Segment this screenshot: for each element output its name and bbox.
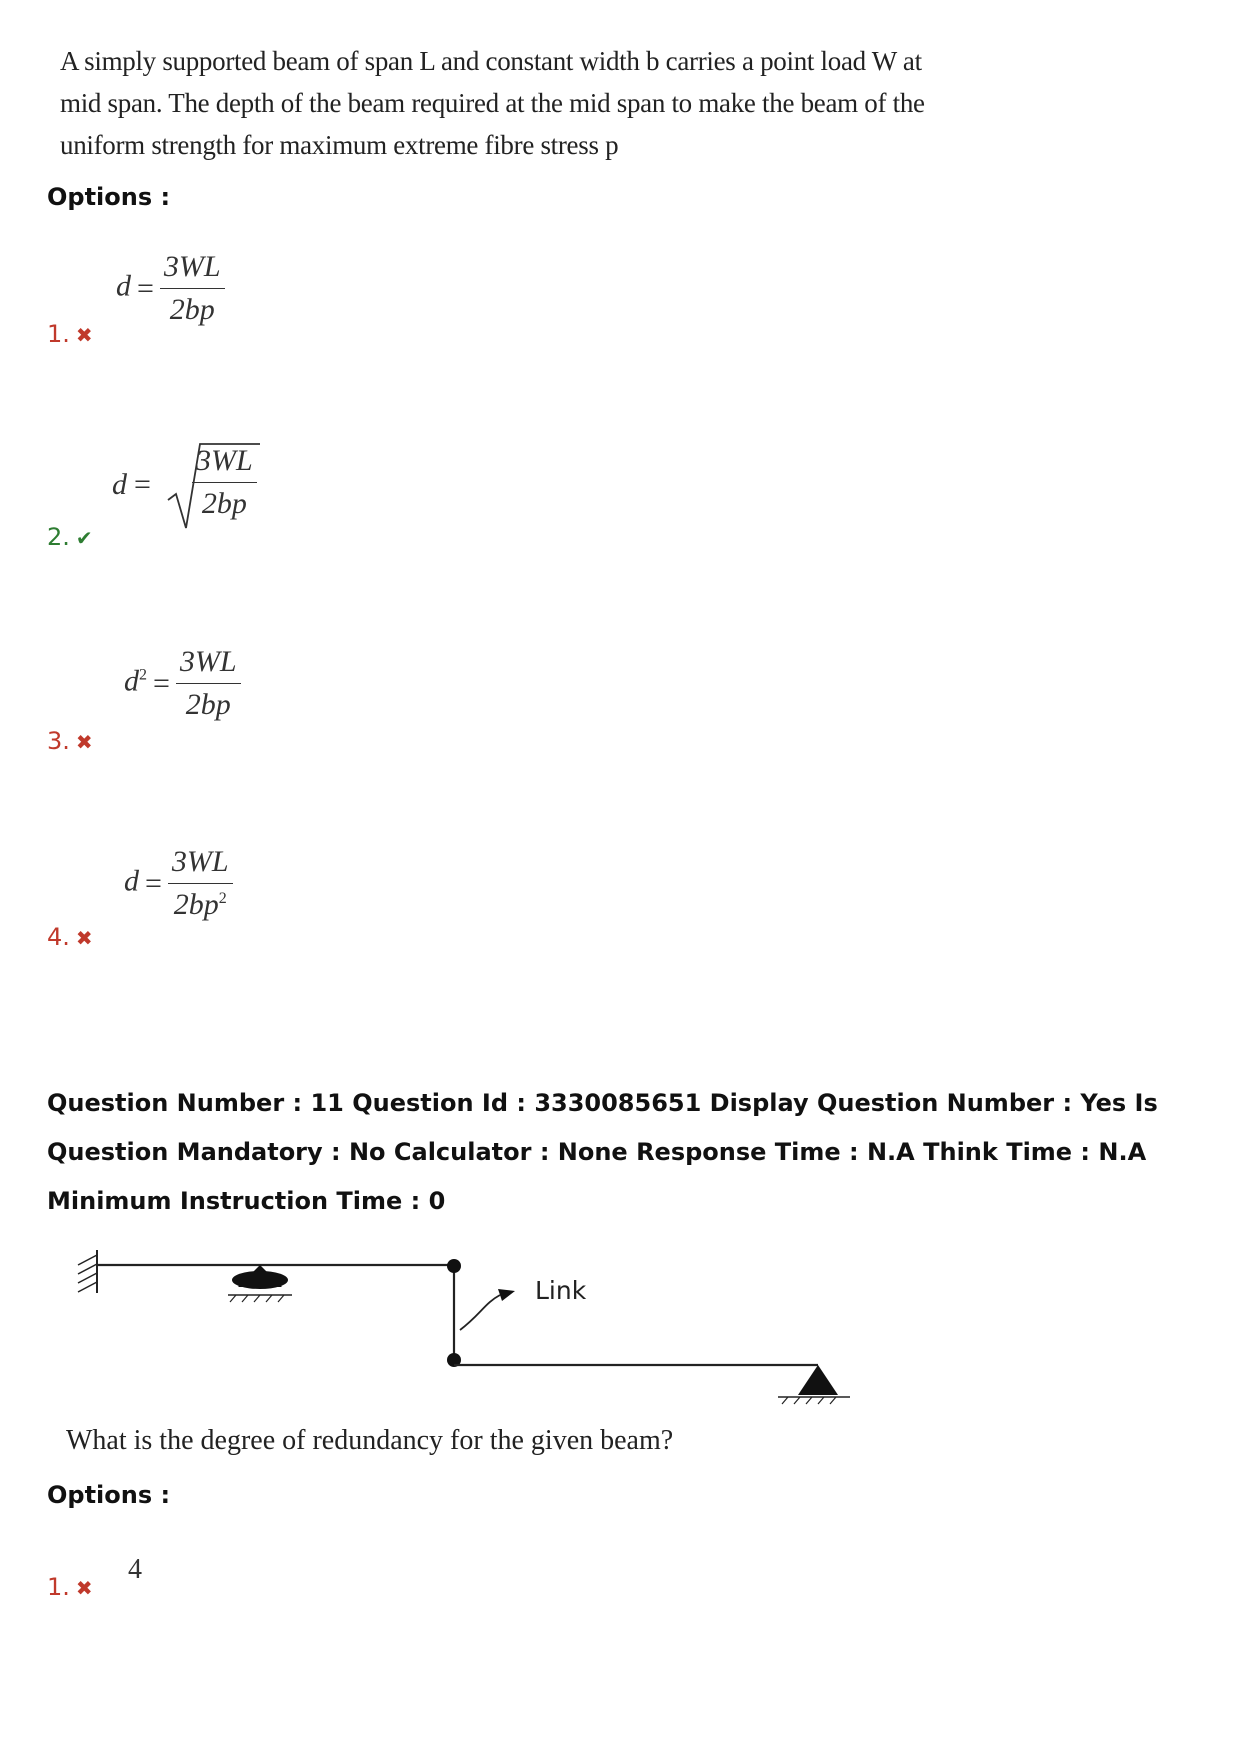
wrong-mark-icon: ✖: [75, 323, 93, 347]
option-2-formula: d = $\frac{3WL}{2bp}$: [112, 440, 262, 540]
option-number: 4.: [47, 923, 70, 951]
option-1: [47, 1573, 93, 1601]
option-number: 2.: [47, 523, 70, 551]
right-support-icon: [778, 1365, 850, 1404]
wrong-mark-icon: ✖: [75, 1576, 93, 1600]
option-3-formula: $d^2$ = $\frac{3WL}{2bp}$: [124, 645, 241, 722]
correct-mark-icon: ✔: [75, 526, 93, 550]
fixed-support-icon: [78, 1250, 97, 1293]
link-pointer: [460, 1295, 500, 1330]
formula-numerator: 3WL: [160, 250, 225, 289]
formula-numerator: 3WL: [168, 845, 233, 884]
beam-diagram: [60, 1245, 860, 1420]
option-number: 1.: [47, 1573, 70, 1601]
option-number: 3.: [47, 727, 70, 755]
question-text: What is the degree of redundancy for the given beam?: [66, 1425, 674, 1456]
wrong-mark-icon: ✖: [75, 730, 93, 754]
formula-denominator-exponent: 2: [218, 890, 227, 907]
link-top-pin-icon: [447, 1259, 461, 1273]
option-1-formula: d = $\frac{3WL}{2bp}$: [116, 250, 225, 327]
arrow-icon: [498, 1289, 515, 1301]
option-4-formula: d = $\frac{3WL}{2bp^2}$: [124, 845, 233, 922]
formula-lhs: d: [116, 269, 131, 303]
formula-lhs: d: [124, 664, 139, 698]
formula-lhs-exponent: 2: [139, 666, 147, 684]
wrong-mark-icon: ✖: [75, 926, 93, 950]
formula-denominator: 2bp: [169, 293, 215, 326]
question-text: A simply supported beam of span L and constant width b carries a point load W at mid span. The depth of the beam required at the mid span to make the beam of the uniform strength for maximum extreme fibre stress p: [60, 46, 925, 160]
formula-lhs: d: [112, 468, 127, 501]
option-1: [47, 320, 93, 348]
option-4: [47, 923, 93, 951]
option-2: [47, 523, 93, 551]
options-label: Options :: [47, 1481, 171, 1509]
option-number: 1.: [47, 320, 70, 348]
options-label: Options :: [47, 183, 171, 211]
formula-numerator: 3WL: [192, 444, 257, 483]
question-meta: Question Number : 11 Question Id : 3330085651 Display Question Number : Yes Is Question Mandatory : No Calculator : None Response Time : N.A Think Time : N.A Minimum Instruction Time : 0: [47, 1089, 1158, 1215]
option-3: [47, 727, 93, 755]
formula-lhs: d: [124, 864, 139, 898]
formula-numerator: 3WL: [176, 645, 241, 684]
option-1-value: 4: [128, 1554, 142, 1585]
formula-denominator: 2bp: [201, 487, 247, 520]
formula-denominator: $2bp^2$: [173, 888, 227, 921]
formula-denominator: 2bp: [185, 688, 231, 721]
link-label: Link: [535, 1276, 587, 1305]
hinge-support-icon: [228, 1265, 292, 1302]
